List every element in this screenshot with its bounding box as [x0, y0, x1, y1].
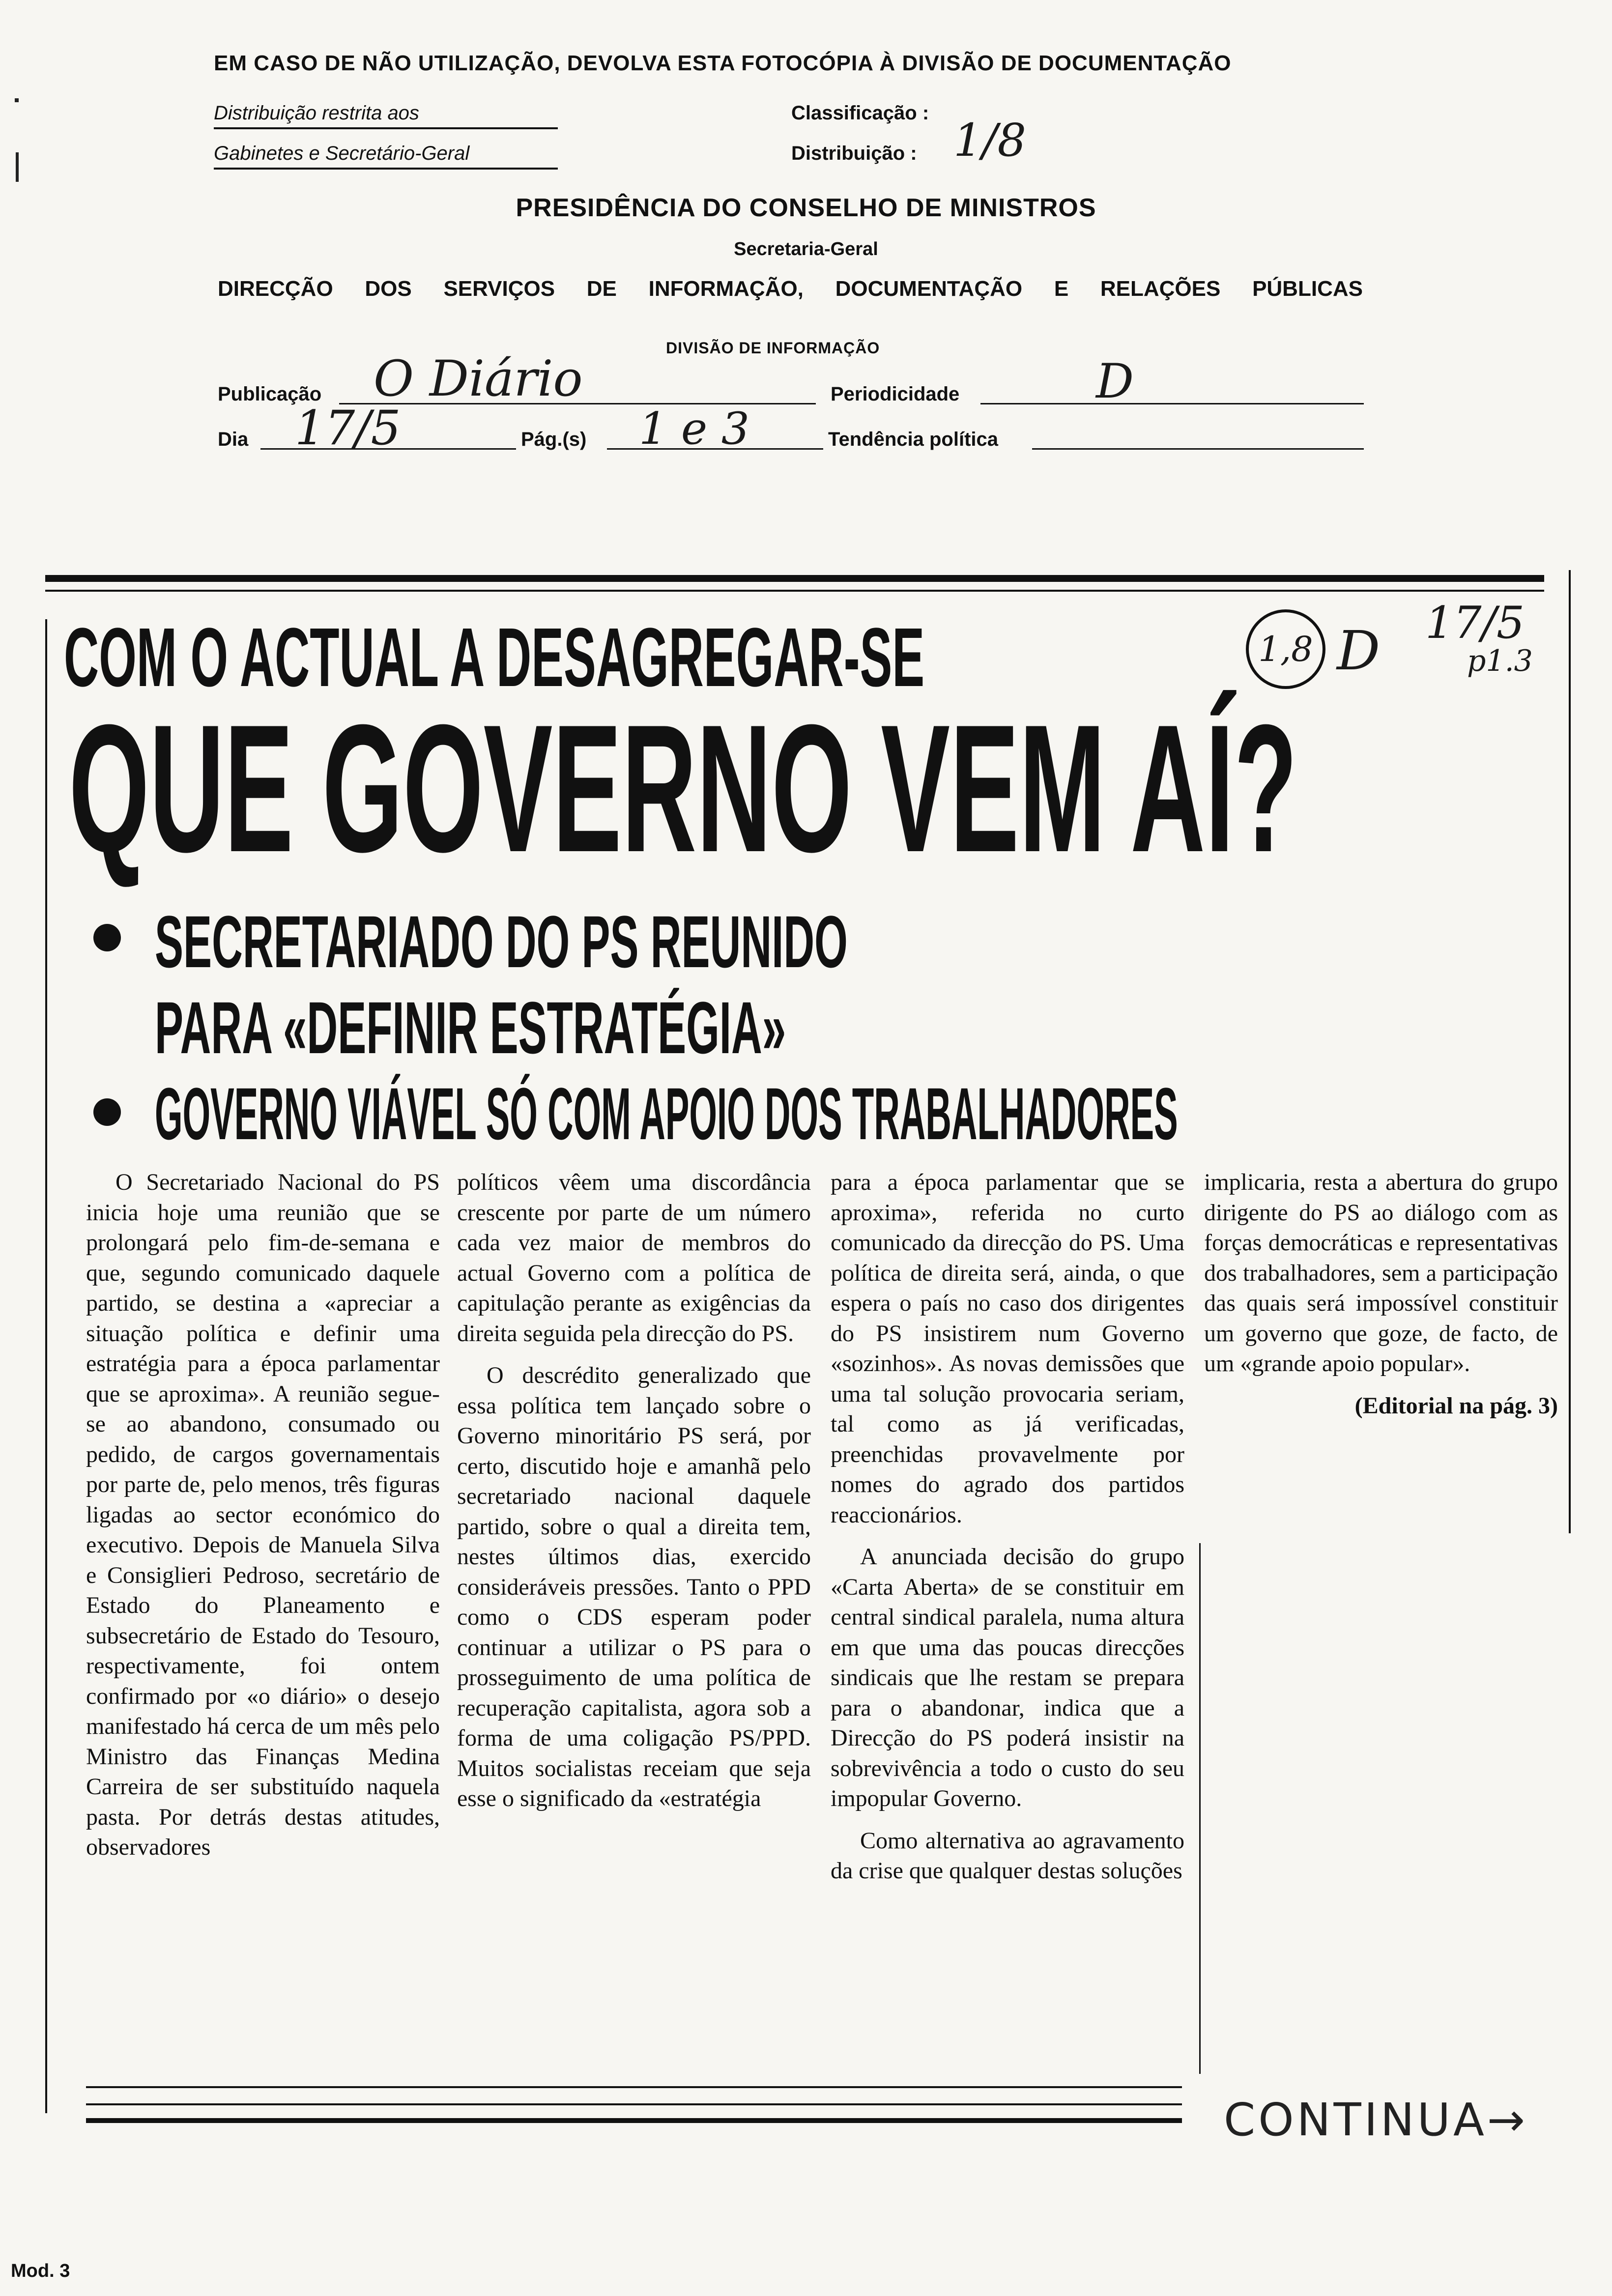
bottom-rule: [86, 2103, 1182, 2105]
classification-label: Classificação :: [791, 102, 929, 124]
publication-value: O Diário: [374, 350, 583, 407]
directorate-title: [218, 277, 1363, 301]
paragraph: O Secretariado Nacional do PS inicia hoje uma reunião que se prolongará pelo fim-de-semana e que, segundo comunicado daquele partido, se destina a «apreciar a situação política e definir uma estratégia para a época parlamentar que se aproxima». A reunião segue-se ao abandono, consumado ou pedido, de cargos governamentais por parte de, pelo menos, três figuras ligadas ao sector económico do executivo. Depois de Manuela Silva e Consiglieri Pedroso, secretário de Estado do Planeamento e subsecretário de Estado do Tesouro, respectivamente, foi ontem confirmado por «o diário» o desejo manifestado há cerca de um mês pelo Ministro das Finanças Medina Carreira de ser substituído naquela pasta. Por detrás destas atitudes, observadores: [86, 1169, 440, 1860]
continua-note: CONTINUA→: [1224, 2094, 1528, 2146]
handwritten-note: p1.3: [1467, 644, 1533, 678]
column-2: [457, 1167, 811, 1826]
column-1: [86, 1167, 440, 1874]
subhead-1-line-2: PARA «DEFINIR ESTRATÉGIA»: [155, 986, 786, 1069]
periodicity-line: [980, 403, 1364, 404]
pages-value: 1 e 3: [639, 403, 749, 455]
paragraph: Como alternativa ao agravamento da crise que qualquer destas soluções: [831, 1827, 1184, 1884]
column-separator: [1199, 1543, 1201, 2074]
periodicity-label: Periodicidade: [831, 383, 960, 405]
directorate-word: DOS: [365, 277, 412, 301]
distribution-restricted: Distribuição restrita aos: [214, 102, 558, 129]
paragraph: para a época parlamentar que se aproxima», referida no curto comunicado da direcção do PS. Uma política de direita será, ainda, o que espera o país no caso dos dirigentes do PS insistirem num Governo «sozinhos». As novas demissões que uma tal solução provocaria seriam, tal como as já verificadas, preenchidas provavelmente por nomes do agrado dos partidos reaccionários.: [831, 1169, 1184, 1528]
handwritten-note: 17/5: [1425, 597, 1525, 649]
subhead-1-line-1: SECRETARIADO DO PS REUNIDO: [155, 900, 848, 983]
column-3: [831, 1167, 1184, 1898]
directorate-word: RELAÇÕES: [1100, 277, 1221, 301]
paragraph: A anunciada decisão do grupo «Carta Aberta» de se constituir em central sindical paralela, numa altura em que uma das poucas direcções sindicais que lhe restam se prepara para o abandonar, indica que a Direcção do PS poderá insistir na sobrevivência a todo o custo do seu impopular Governo.: [831, 1544, 1184, 1811]
subhead-2: GOVERNO VIÁVEL SÓ COM APOIO DOS TRABALHADORES: [155, 1072, 1178, 1155]
paragraph: políticos vêem uma discordância crescente por parte de um número cada vez maior de membros do actual Governo com a política de capitulação perante as exigências da direita seguida pela direcção do PS.: [457, 1169, 811, 1347]
paragraph: O descrédito generalizado que essa política tem lançado sobre o Governo minoritário PS será, por certo, discutido hoje e amanhã pelo secretariado nacional daquele partido, sobre o qual a direita tem, nestes últimos dias, exercido consideráveis pressões. Tanto o PPD como o CDS esperam poder continuar a utilizar o PS para o prosseguimento de uma política de recuperação capitalista, agora sob a forma de uma coligação PS/PPD. Muitos socialistas receiam que seja esse o significado da «estratégia: [457, 1362, 811, 1811]
day-value: 17/5: [295, 401, 401, 456]
distribution-recipients: Gabinetes e Secretário-Geral: [214, 143, 558, 170]
distribution-label: Distribuição :: [791, 143, 917, 164]
day-label: Dia: [218, 429, 249, 450]
division-title: DIVISÃO DE INFORMAÇÃO: [666, 339, 880, 357]
top-rule: [45, 575, 1544, 582]
return-notice: EM CASO DE NÃO UTILIZAÇÃO, DEVOLVA ESTA FOTOCÓPIA À DIVISÃO DE DOCUMENTAÇÃO: [214, 51, 1232, 75]
bullet-icon: [93, 1098, 121, 1126]
margin-mark: [15, 98, 19, 102]
secretariat-title: Secretaria-Geral: [734, 239, 878, 259]
directorate-word: DE: [586, 277, 617, 301]
headline: QUE GOVERNO VEM AÍ?: [69, 687, 1297, 890]
right-border: [1569, 570, 1571, 1533]
directorate-word: DOCUMENTAÇÃO: [835, 277, 1023, 301]
directorate-word: DIRECÇÃO: [218, 277, 333, 301]
kicker: COM O ACTUAL A DESAGREGAR-SE: [64, 611, 925, 704]
directorate-word: INFORMAÇÃO,: [648, 277, 804, 301]
directorate-word: PÚBLICAS: [1252, 277, 1363, 301]
editorial-reference: (Editorial na pág. 3): [1354, 1392, 1558, 1419]
publication-label: Publicação: [218, 383, 322, 405]
tendency-label: Tendência política: [828, 429, 998, 450]
distribution-value: 1/8: [953, 114, 1027, 167]
pages-label: Pág.(s): [521, 429, 587, 450]
paragraph: implicaria, resta a abertura do grupo dirigente do PS ao diálogo com as forças democráticas e representativas dos trabalhadores, sem a participação das quais será impossível constituir um governo que goze, de facto, de um «grande apoio popular».: [1204, 1169, 1558, 1377]
periodicity-value: D: [1096, 354, 1134, 409]
bottom-rule-thick: [86, 2118, 1182, 2123]
bullet-icon: [93, 924, 121, 951]
tendency-line: [1032, 448, 1364, 450]
left-border: [45, 619, 47, 2113]
handwritten-note: D: [1337, 619, 1381, 682]
form-model: Mod. 3: [11, 2261, 70, 2281]
directorate-word: E: [1054, 277, 1069, 301]
bottom-rule: [86, 2086, 1182, 2088]
top-rule-thin: [45, 590, 1544, 592]
circled-annotation: 1,8: [1246, 609, 1325, 689]
presidency-title: PRESIDÊNCIA DO CONSELHO DE MINISTROS: [516, 194, 1096, 222]
directorate-word: SERVIÇOS: [443, 277, 555, 301]
margin-mark: [16, 152, 19, 182]
column-4: [1204, 1167, 1558, 1421]
